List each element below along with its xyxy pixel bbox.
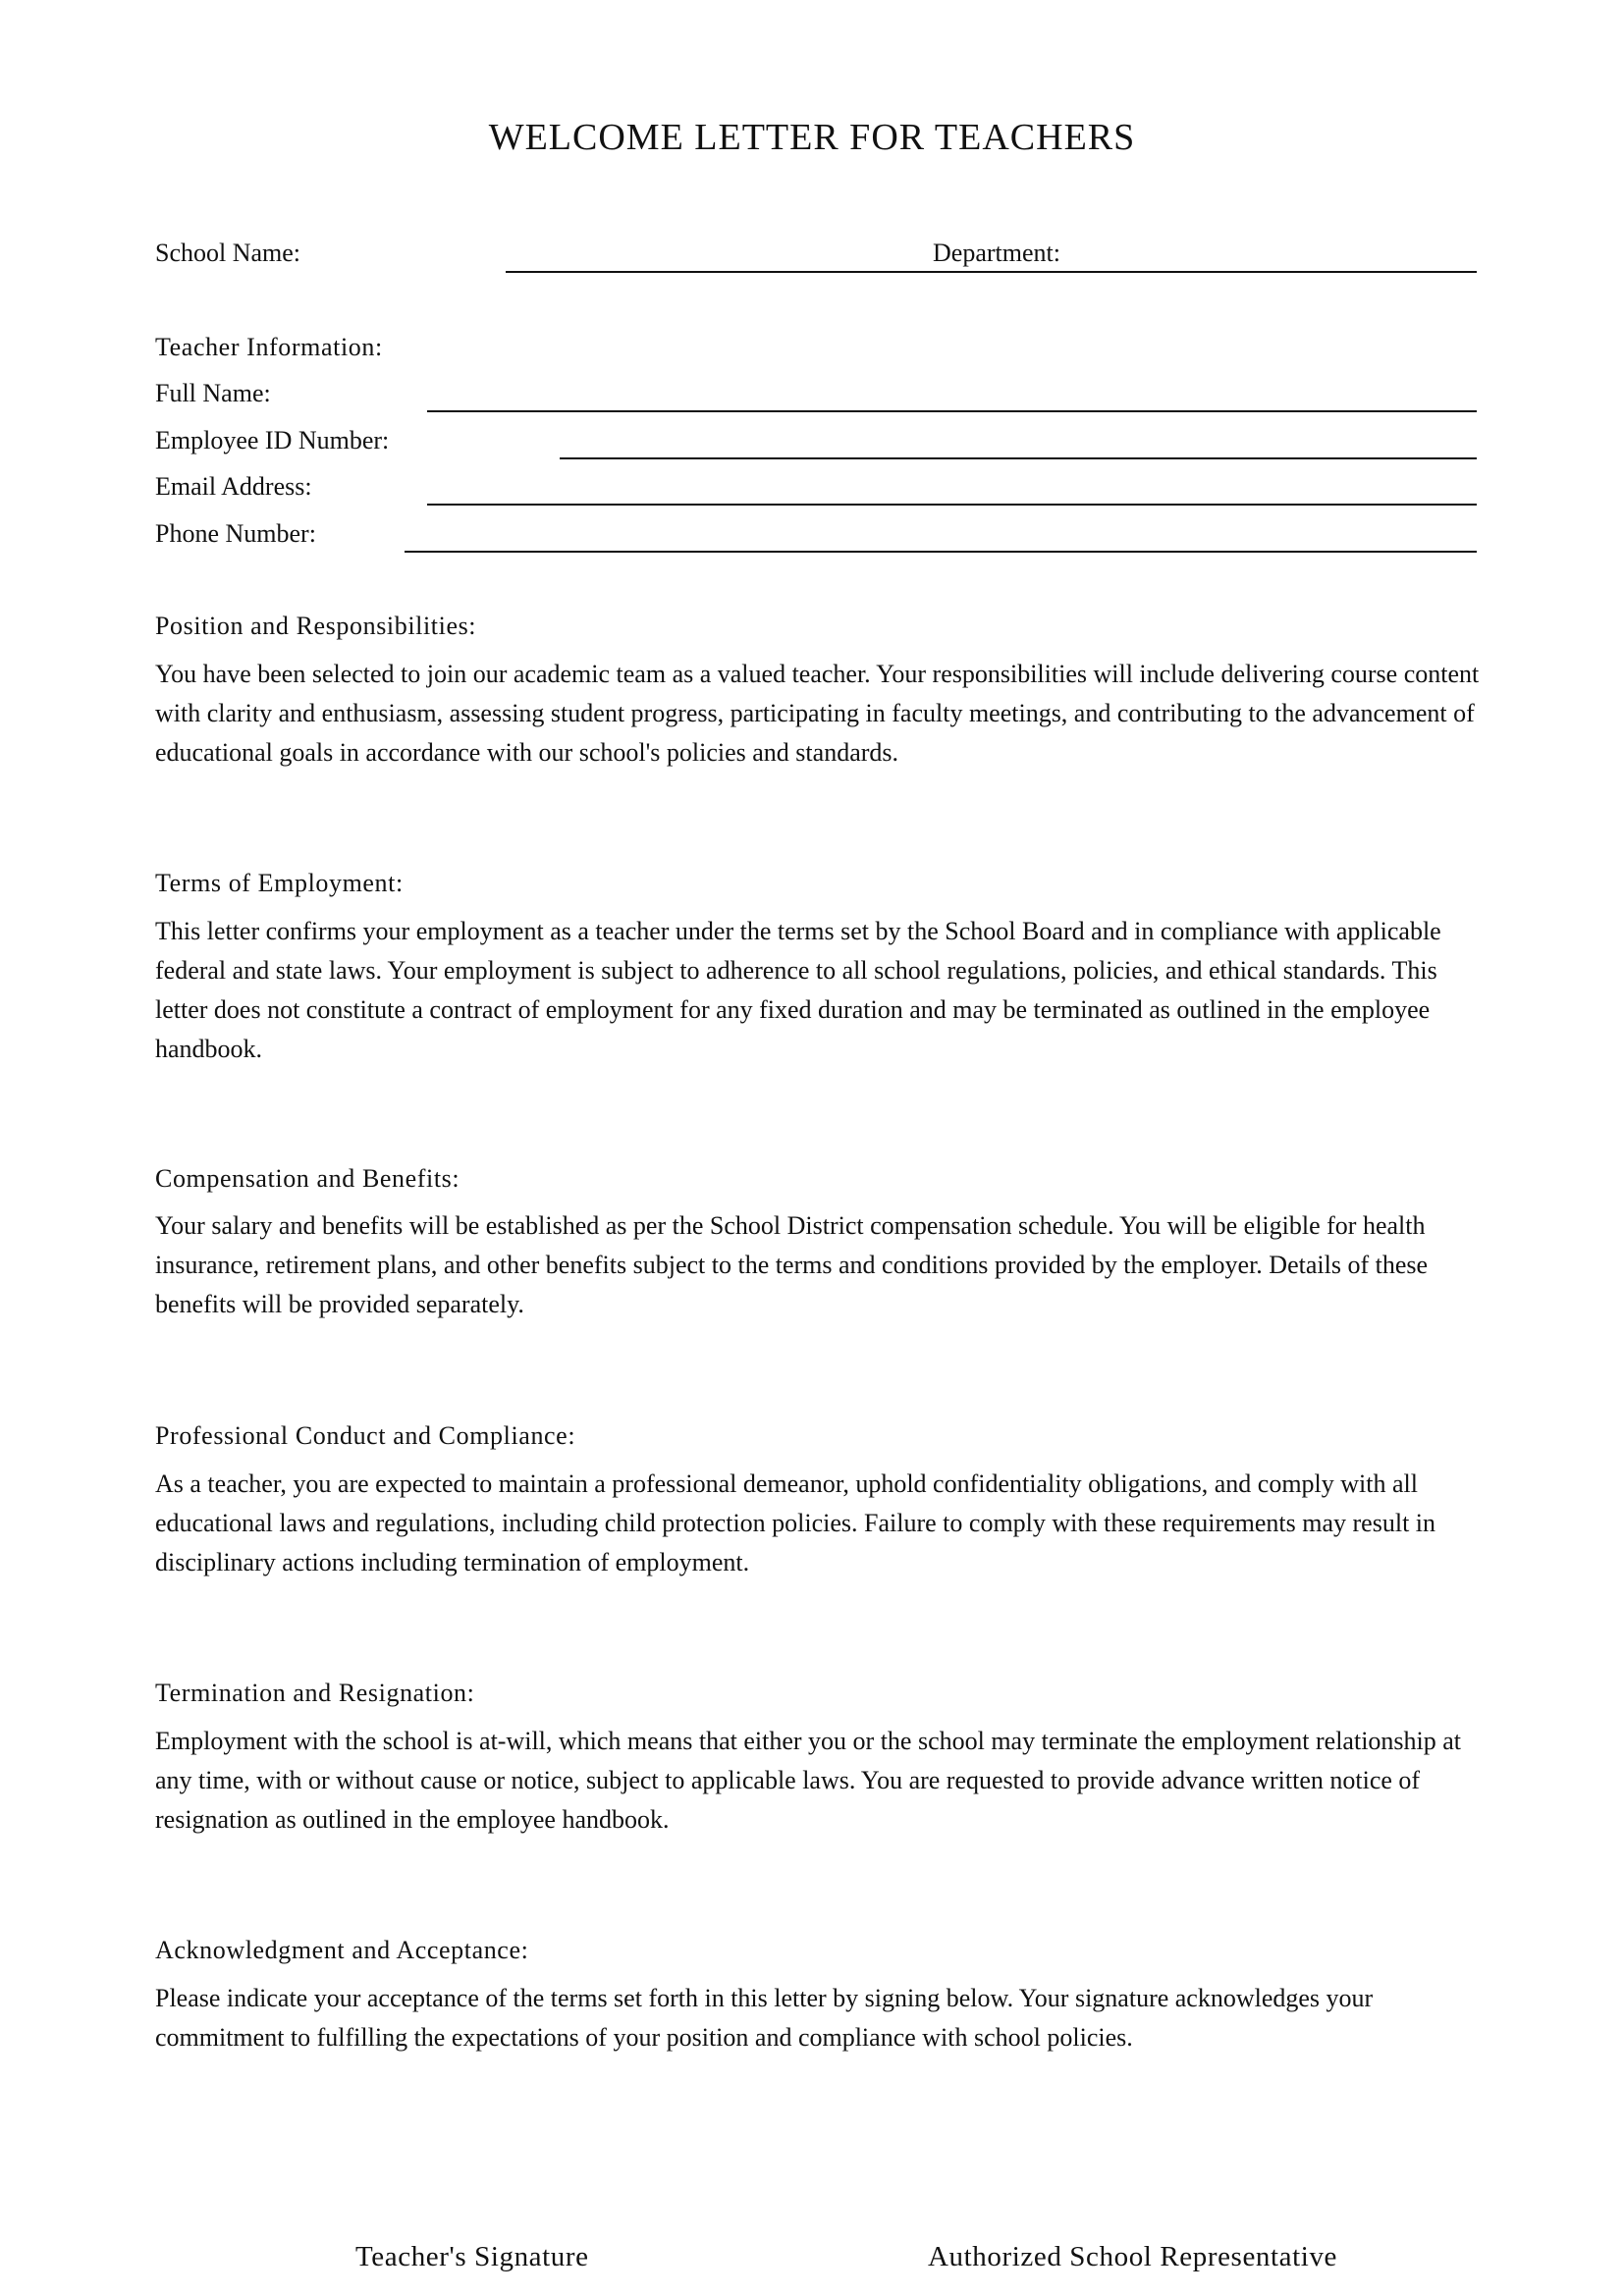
school-name-label: School Name: [155, 239, 301, 267]
section-heading: Acknowledgment and Acceptance: [155, 1936, 529, 1964]
teacher-signature-label: Teacher's Signature [355, 2241, 589, 2272]
section-heading: Compensation and Benefits: [155, 1164, 460, 1193]
section-heading: Termination and Resignation: [155, 1679, 475, 1707]
document-title: WELCOME LETTER FOR TEACHERS [488, 117, 1136, 158]
department-label: Department: [933, 239, 1060, 267]
email-line[interactable] [427, 504, 1477, 506]
section-heading: Position and Responsibilities: [155, 612, 477, 640]
section-body: Employment with the school is at-will, which means that either you or the school may terminate the employment relationship at any time, with or without cause or notice, subject to applicable laws. You are requested to provide advance written notice of resignation as outlined in the employee handbook. [155, 1727, 1462, 1834]
phone-label: Phone Number: [155, 519, 316, 548]
teacher-info-heading: Teacher Information: [155, 333, 383, 361]
school-department-line[interactable] [506, 271, 1477, 273]
employee-id-line[interactable] [560, 457, 1477, 459]
employee-id-label: Employee ID Number: [155, 426, 390, 454]
section-body: This letter confirms your employment as a teacher under the terms set by the School Board and in compliance with applicable federal and state laws. Your employment is subject to adherence to all school regulations, policies, and ethical standards. This letter does not constitute a contract of employment for any fixed duration and may be terminated as outlined in the employee handbook. [155, 917, 1441, 1063]
section-body: As a teacher, you are expected to maintain a professional demeanor, uphold confidentiality obligations, and comply with all educational laws and regulations, including child protection policies. Failure to comply with these requirements may result in disciplinary actions including termination of employment. [155, 1469, 1436, 1576]
section-body: Your salary and benefits will be established as per the School District compensation schedule. You will be eligible for health insurance, retirement plans, and other benefits subject to the terms and conditions provided by the employer. Details of these benefits will be provided separately. [155, 1211, 1429, 1318]
section-body: Please indicate your acceptance of the terms set forth in this letter by signing below. Your signature acknowledges your commitment to fulfilling the expectations of your position and compliance with school policies. [155, 1984, 1374, 2052]
full-name-label: Full Name: [155, 379, 271, 407]
full-name-line[interactable] [427, 410, 1477, 412]
section-heading: Terms of Employment: [155, 869, 404, 897]
email-label: Email Address: [155, 472, 312, 501]
phone-line[interactable] [405, 551, 1477, 553]
section-heading: Professional Conduct and Compliance: [155, 1421, 576, 1450]
section-body: You have been selected to join our academic team as a valued teacher. Your responsibilities will include delivering course content with clarity and enthusiasm, assessing student progress, participating in faculty meetings, and contributing to the advancement of educational goals in accordance with our school's policies and standards. [155, 660, 1480, 767]
representative-signature-label: Authorized School Representative [928, 2241, 1338, 2272]
